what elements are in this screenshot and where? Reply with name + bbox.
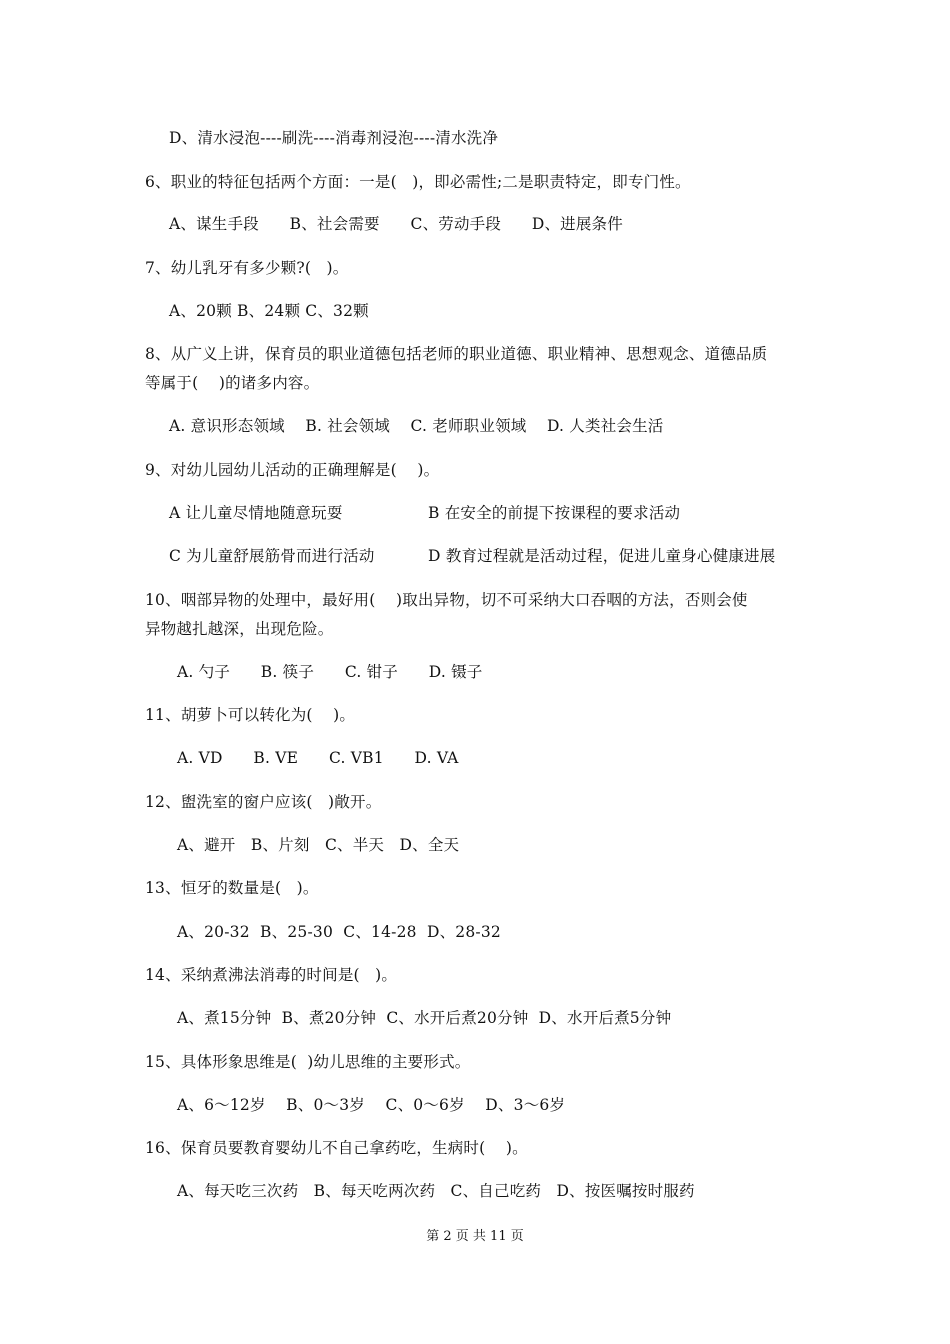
question-6-options: A、谋生手段 B、社会需要 C、劳动手段 D、进展条件 (169, 215, 623, 233)
question-14: 14、采纳煮沸法消毒的时间是( )。 (145, 966, 398, 984)
question-7-options: A、20颗 B、24颗 C、32颗 (169, 302, 369, 320)
question-9-option-c: C 为儿童舒展筋骨而进行活动 (169, 547, 375, 565)
question-11-options: A. VD B. VE C. VB1 D. VA (177, 749, 459, 767)
option-d-line: D、清水浸泡----刷洗----消毒剂浸泡----清水洗净 (169, 129, 499, 147)
question-16-options: A、每天吃三次药 B、每天吃两次药 C、自己吃药 D、按医嘱按时服药 (177, 1182, 695, 1200)
question-9: 9、对幼儿园幼儿活动的正确理解是( )。 (145, 461, 440, 479)
page-number-footer: 第 2 页 共 11 页 (426, 1229, 524, 1244)
question-8-options: A. 意识形态领域 B. 社会领域 C. 老师职业领域 D. 人类社会生活 (169, 417, 664, 435)
question-10-line-1: 10、咽部异物的处理中，最好用( )取出异物，切不可采纳大口吞咽的方法，否则会使 (145, 591, 748, 609)
question-9-option-b: B 在安全的前提下按课程的要求活动 (428, 504, 681, 522)
question-10-options: A. 勺子 B. 筷子 C. 钳子 D. 镊子 (177, 663, 483, 681)
question-12-options: A、避开 B、片刻 C、半天 D、全天 (177, 836, 460, 854)
question-9-option-d: D 教育过程就是活动过程，促进儿童身心健康进展 (428, 547, 776, 565)
question-15-options: A、6～12岁 B、0～3岁 C、0～6岁 D、3～6岁 (177, 1096, 566, 1114)
question-16: 16、保育员要教育婴幼儿不自己拿药吃，生病时( )。 (145, 1139, 528, 1157)
question-8-line-1: 8、从广义上讲，保育员的职业道德包括老师的职业道德、职业精神、思想观念、道德品质 (145, 345, 768, 363)
question-8-line-2: 等属于( )的诸多内容。 (145, 374, 320, 392)
question-13-options: A、20-32 B、25-30 C、14-28 D、28-32 (177, 923, 501, 941)
question-13: 13、恒牙的数量是( )。 (145, 879, 319, 897)
question-11: 11、胡萝卜可以转化为( )。 (145, 706, 356, 724)
question-12: 12、盥洗室的窗户应该( )敞开。 (145, 793, 382, 811)
question-15: 15、具体形象思维是( )幼儿思维的主要形式。 (145, 1053, 471, 1071)
question-10-line-2: 异物越扎越深，出现危险。 (145, 620, 334, 638)
question-6: 6、职业的特征包括两个方面：一是( )，即必需性;二是职责特定，即专门性。 (145, 173, 691, 191)
question-14-options: A、煮15分钟 B、煮20分钟 C、水开后煮20分钟 D、水开后煮5分钟 (177, 1009, 672, 1027)
question-9-option-a: A 让儿童尽情地随意玩耍 (169, 504, 343, 522)
question-7: 7、幼儿乳牙有多少颗?( )。 (145, 259, 349, 277)
